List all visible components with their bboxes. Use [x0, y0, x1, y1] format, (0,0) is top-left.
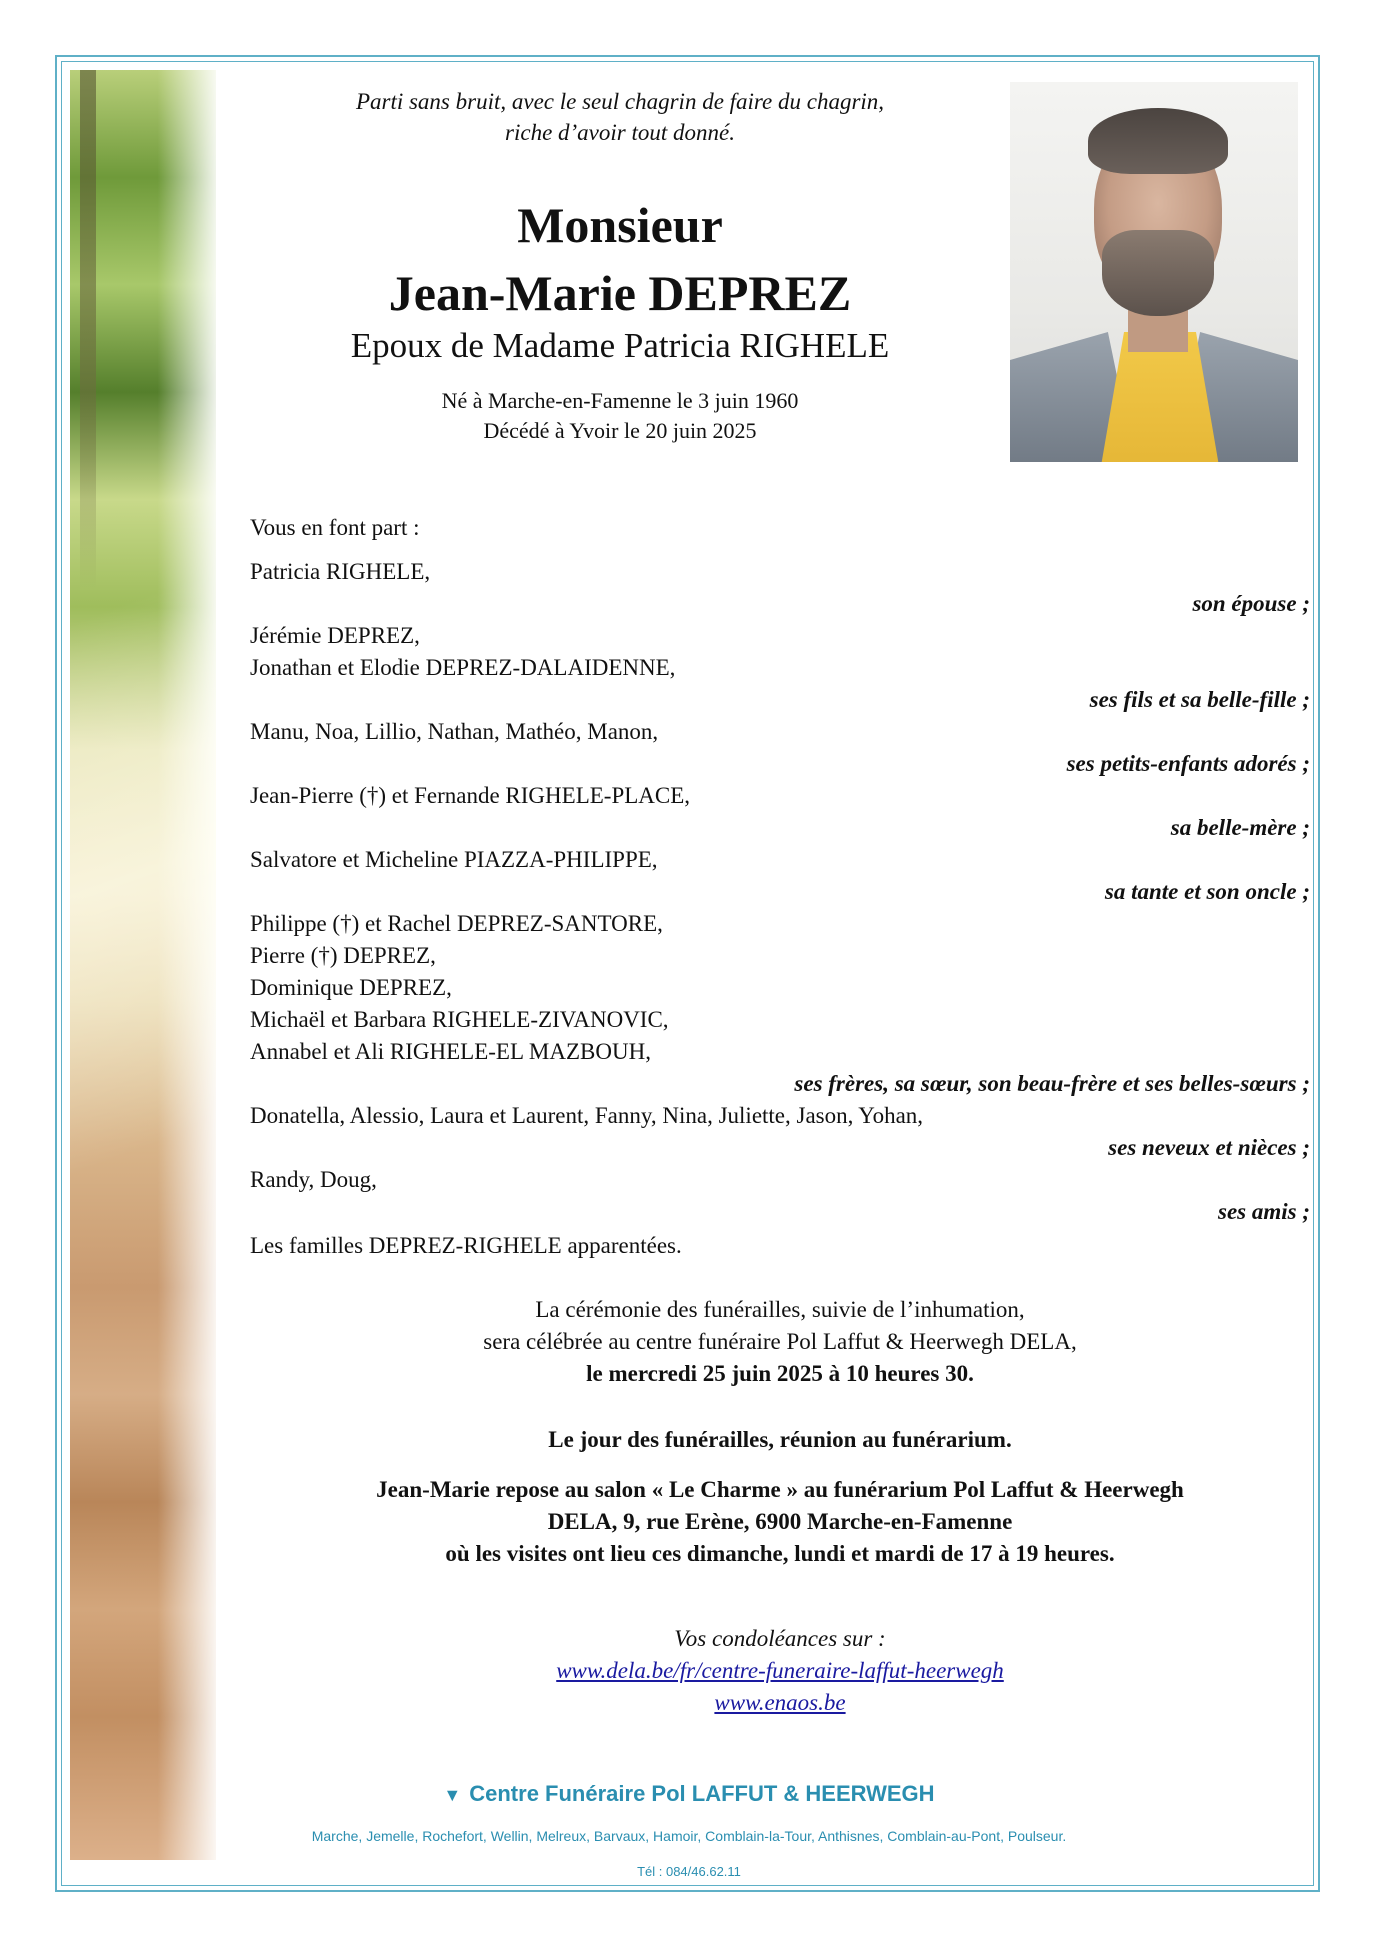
portrait-hair: [1088, 108, 1228, 174]
family-relation: ses fils et sa belle-fille ;: [1089, 687, 1310, 712]
funeral-home-locations: Marche, Jemelle, Rochefort, Wellin, Melreux, Barvaux, Hamoir, Comblain-la-Tour, Anthisnes, Comblain-au-Pont, Poulseur.: [311, 1828, 1067, 1844]
families-line: Les familles DEPREZ-RIGHELE apparentées.: [250, 1233, 682, 1258]
announce-intro: Vous en font part :: [250, 515, 420, 540]
family-member: Jean-Pierre (†) et Fernande RIGHELE-PLACE,: [250, 783, 691, 808]
ceremony-datetime: le mercredi 25 juin 2025 à 10 heures 30.: [586, 1361, 974, 1386]
visit-line: Jean-Marie repose au salon « Le Charme » au funérarium Pol Laffut & Heerwegh: [376, 1477, 1184, 1502]
death-line: Décédé à Yvoir le 20 juin 2025: [483, 418, 757, 443]
visit-info: [250, 1474, 1310, 1570]
family-relation: sa tante et son oncle ;: [1104, 879, 1310, 904]
family-relation: ses amis ;: [1218, 1199, 1310, 1224]
ceremony-line: La cérémonie des funérailles, suivie de l’inhumation,: [535, 1297, 1025, 1322]
condolences-link-enaos[interactable]: www.enaos.be: [714, 1690, 846, 1715]
family-relation: ses frères, sa sœur, son beau-frère et ses belles-sœurs ;: [794, 1071, 1310, 1096]
deceased-name: Jean-Marie DEPREZ: [388, 265, 852, 321]
light-rays: [70, 70, 216, 1860]
brand-name: Centre Funéraire Pol LAFFUT & HEERWEGH: [469, 1781, 935, 1806]
ceremony-line: sera célébrée au centre funéraire Pol Laffut & Heerwegh DELA,: [483, 1329, 1077, 1354]
family-member: Patricia RIGHELE,: [250, 559, 431, 584]
quote-line: riche d’avoir tout donné.: [505, 120, 735, 145]
family-member: Pierre (†) DEPREZ,: [250, 943, 436, 968]
forest-path-photo: [70, 70, 216, 1860]
family-relation: ses neveux et nièces ;: [1108, 1135, 1310, 1160]
triangle-down-icon: ▼: [443, 1785, 462, 1805]
family-member: Donatella, Alessio, Laura et Laurent, Fanny, Nina, Juliette, Jason, Yohan,: [250, 1103, 924, 1128]
funeral-home-phone: Tél : 084/46.62.11: [637, 1864, 741, 1879]
family-relation: ses petits-enfants adorés ;: [1066, 751, 1310, 776]
ceremony-info: [250, 1294, 1310, 1390]
portrait-photo: [1010, 82, 1298, 462]
spouse-line: Epoux de Madame Patricia RIGHELE: [350, 326, 890, 365]
life-dates: [250, 386, 990, 446]
funeral-home-brand: [0, 1781, 1378, 1807]
family-relation: son épouse ;: [1192, 591, 1310, 616]
family-member: Philippe (†) et Rachel DEPREZ-SANTORE,: [250, 911, 663, 936]
family-relation: sa belle-mère ;: [1170, 815, 1310, 840]
family-member: Michaël et Barbara RIGHELE-ZIVANOVIC,: [250, 1007, 669, 1032]
family-member: Annabel et Ali RIGHELE-EL MAZBOUH,: [250, 1039, 651, 1064]
visit-line: DELA, 9, rue Erène, 6900 Marche-en-Famenne: [547, 1509, 1013, 1534]
condolences-link-dela[interactable]: www.dela.be/fr/centre-funeraire-laffut-heerwegh: [556, 1658, 1004, 1683]
family-announcement: [250, 512, 1310, 1272]
visit-line: où les visites ont lieu ces dimanche, lundi et mardi de 17 à 19 heures.: [445, 1541, 1115, 1566]
family-member: Jonathan et Elodie DEPREZ-DALAIDENNE,: [250, 655, 676, 680]
family-member: Randy, Doug,: [250, 1167, 377, 1192]
quote-line: Parti sans bruit, avec le seul chagrin de faire du chagrin,: [355, 89, 885, 114]
family-member: Manu, Noa, Lillio, Nathan, Mathéo, Manon,: [250, 719, 659, 744]
birth-line: Né à Marche-en-Famenne le 3 juin 1960: [441, 388, 799, 413]
salutation: Monsieur: [517, 197, 723, 253]
epitaph-quote: [250, 86, 990, 148]
family-member: Dominique DEPREZ,: [250, 975, 452, 1000]
reunion-line: Le jour des funérailles, réunion au funérarium.: [548, 1427, 1012, 1452]
portrait-beard: [1102, 230, 1214, 316]
condolences: [250, 1623, 1310, 1719]
family-member: Salvatore et Micheline PIAZZA-PHILIPPE,: [250, 847, 658, 872]
family-member: Jérémie DEPREZ,: [250, 623, 420, 648]
condolences-label: Vos condoléances sur :: [674, 1626, 886, 1651]
